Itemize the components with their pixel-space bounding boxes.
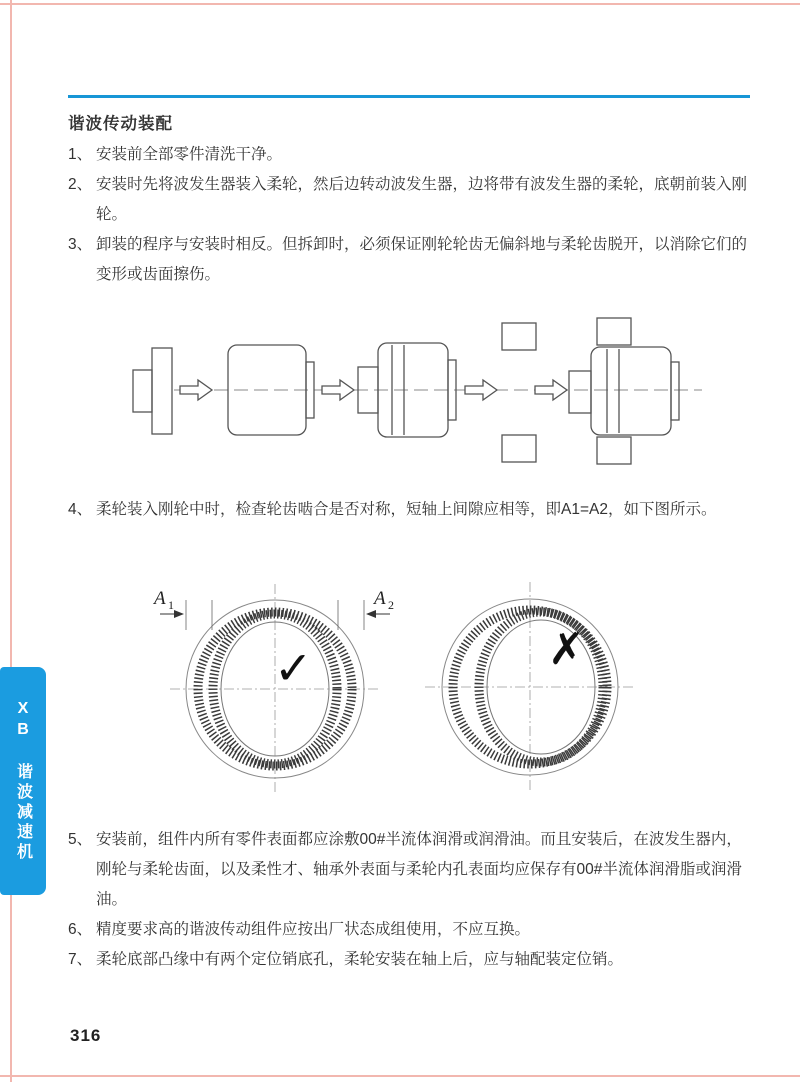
gear-mesh-drawing — [140, 552, 660, 822]
list-item — [68, 495, 752, 525]
page-frame-bottom-line — [0, 1075, 800, 1077]
page-title: 谐波传动装配 — [68, 115, 173, 133]
circular-spline-part — [502, 323, 536, 462]
list-item-number: 6、 — [68, 921, 93, 938]
list-item-number: 5、 — [68, 831, 93, 848]
wave-generator-part — [133, 348, 172, 434]
list-item — [68, 230, 752, 290]
final-assembly-part — [569, 318, 679, 464]
page-number: 316 — [70, 1026, 102, 1045]
sidebar-tab-label: XB 谐波减速机 — [14, 699, 32, 863]
gap-label-a1-sub: 1 — [168, 598, 174, 612]
page-frame-left-line — [10, 0, 12, 1082]
arrow-icon — [535, 380, 567, 400]
correct-mesh-gear — [152, 584, 394, 794]
arrow-icon — [465, 380, 497, 400]
list-item-text: 精度要求高的谐波传动组件应按出厂状态成组使用，不应互换。 — [96, 921, 531, 938]
gap-label-a2: A — [374, 588, 386, 609]
list-item-text: 卸装的程序与安装时相反。但拆卸时，必须保证刚轮轮齿无偏斜地与柔轮齿脱开，以消除它们的变形或齿面擦伤。 — [96, 236, 748, 283]
list-item-number: 3、 — [68, 236, 93, 253]
instruction-list-middle — [68, 495, 752, 525]
list-item-text: 安装时先将波发生器装入柔轮，然后边转动波发生器，边将带有波发生器的柔轮，底朝前装入刚轮。 — [96, 176, 748, 223]
list-item-text: 柔轮底部凸缘中有两个定位销底孔，柔轮安装在轴上后，应与轴配装定位销。 — [96, 951, 624, 968]
list-item — [68, 170, 752, 230]
list-item-text: 安装前，组件内所有零件表面都应涂敷00#半流体润滑或润滑油。而且安装后，在波发生器内，刚轮与柔轮齿面，以及柔性才、轴承外表面与柔轮内孔表面均应保存有00#半流体润滑脂或润滑油。 — [96, 831, 742, 908]
list-item-number: 7、 — [68, 951, 93, 968]
list-item-text: 安装前全部零件清洗干净。 — [96, 146, 283, 163]
list-item — [68, 915, 752, 945]
list-item-number: 2、 — [68, 176, 93, 193]
assembly-sequence-drawing — [110, 305, 710, 480]
gap-label-a2-sub: 2 — [388, 598, 394, 612]
arrow-icon — [322, 380, 354, 400]
gear-mesh-check-diagram — [140, 552, 660, 827]
list-item-number: 4、 — [68, 501, 93, 518]
instruction-list-bottom — [68, 825, 752, 975]
heading-rule — [68, 95, 750, 98]
arrow-icon — [180, 380, 212, 400]
cross-mark-icon: ✗ — [548, 624, 585, 675]
check-mark-icon: ✓ — [274, 641, 313, 695]
sidebar-tab-xb-harmonic-reducer — [0, 667, 46, 895]
list-item-text: 柔轮装入刚轮中时，检查轮齿啮合是否对称，短轴上间隙应相等，即A1=A2，如下图所示。 — [96, 501, 717, 518]
assembly-sequence-diagram — [110, 305, 710, 485]
list-item — [68, 945, 752, 975]
gap-label-a1: A — [154, 588, 166, 609]
instruction-list-top — [68, 140, 752, 290]
list-item — [68, 825, 752, 915]
page-frame-top-line — [0, 3, 800, 5]
list-item — [68, 140, 752, 170]
incorrect-mesh-gear — [425, 582, 635, 792]
list-item-number: 1、 — [68, 146, 93, 163]
